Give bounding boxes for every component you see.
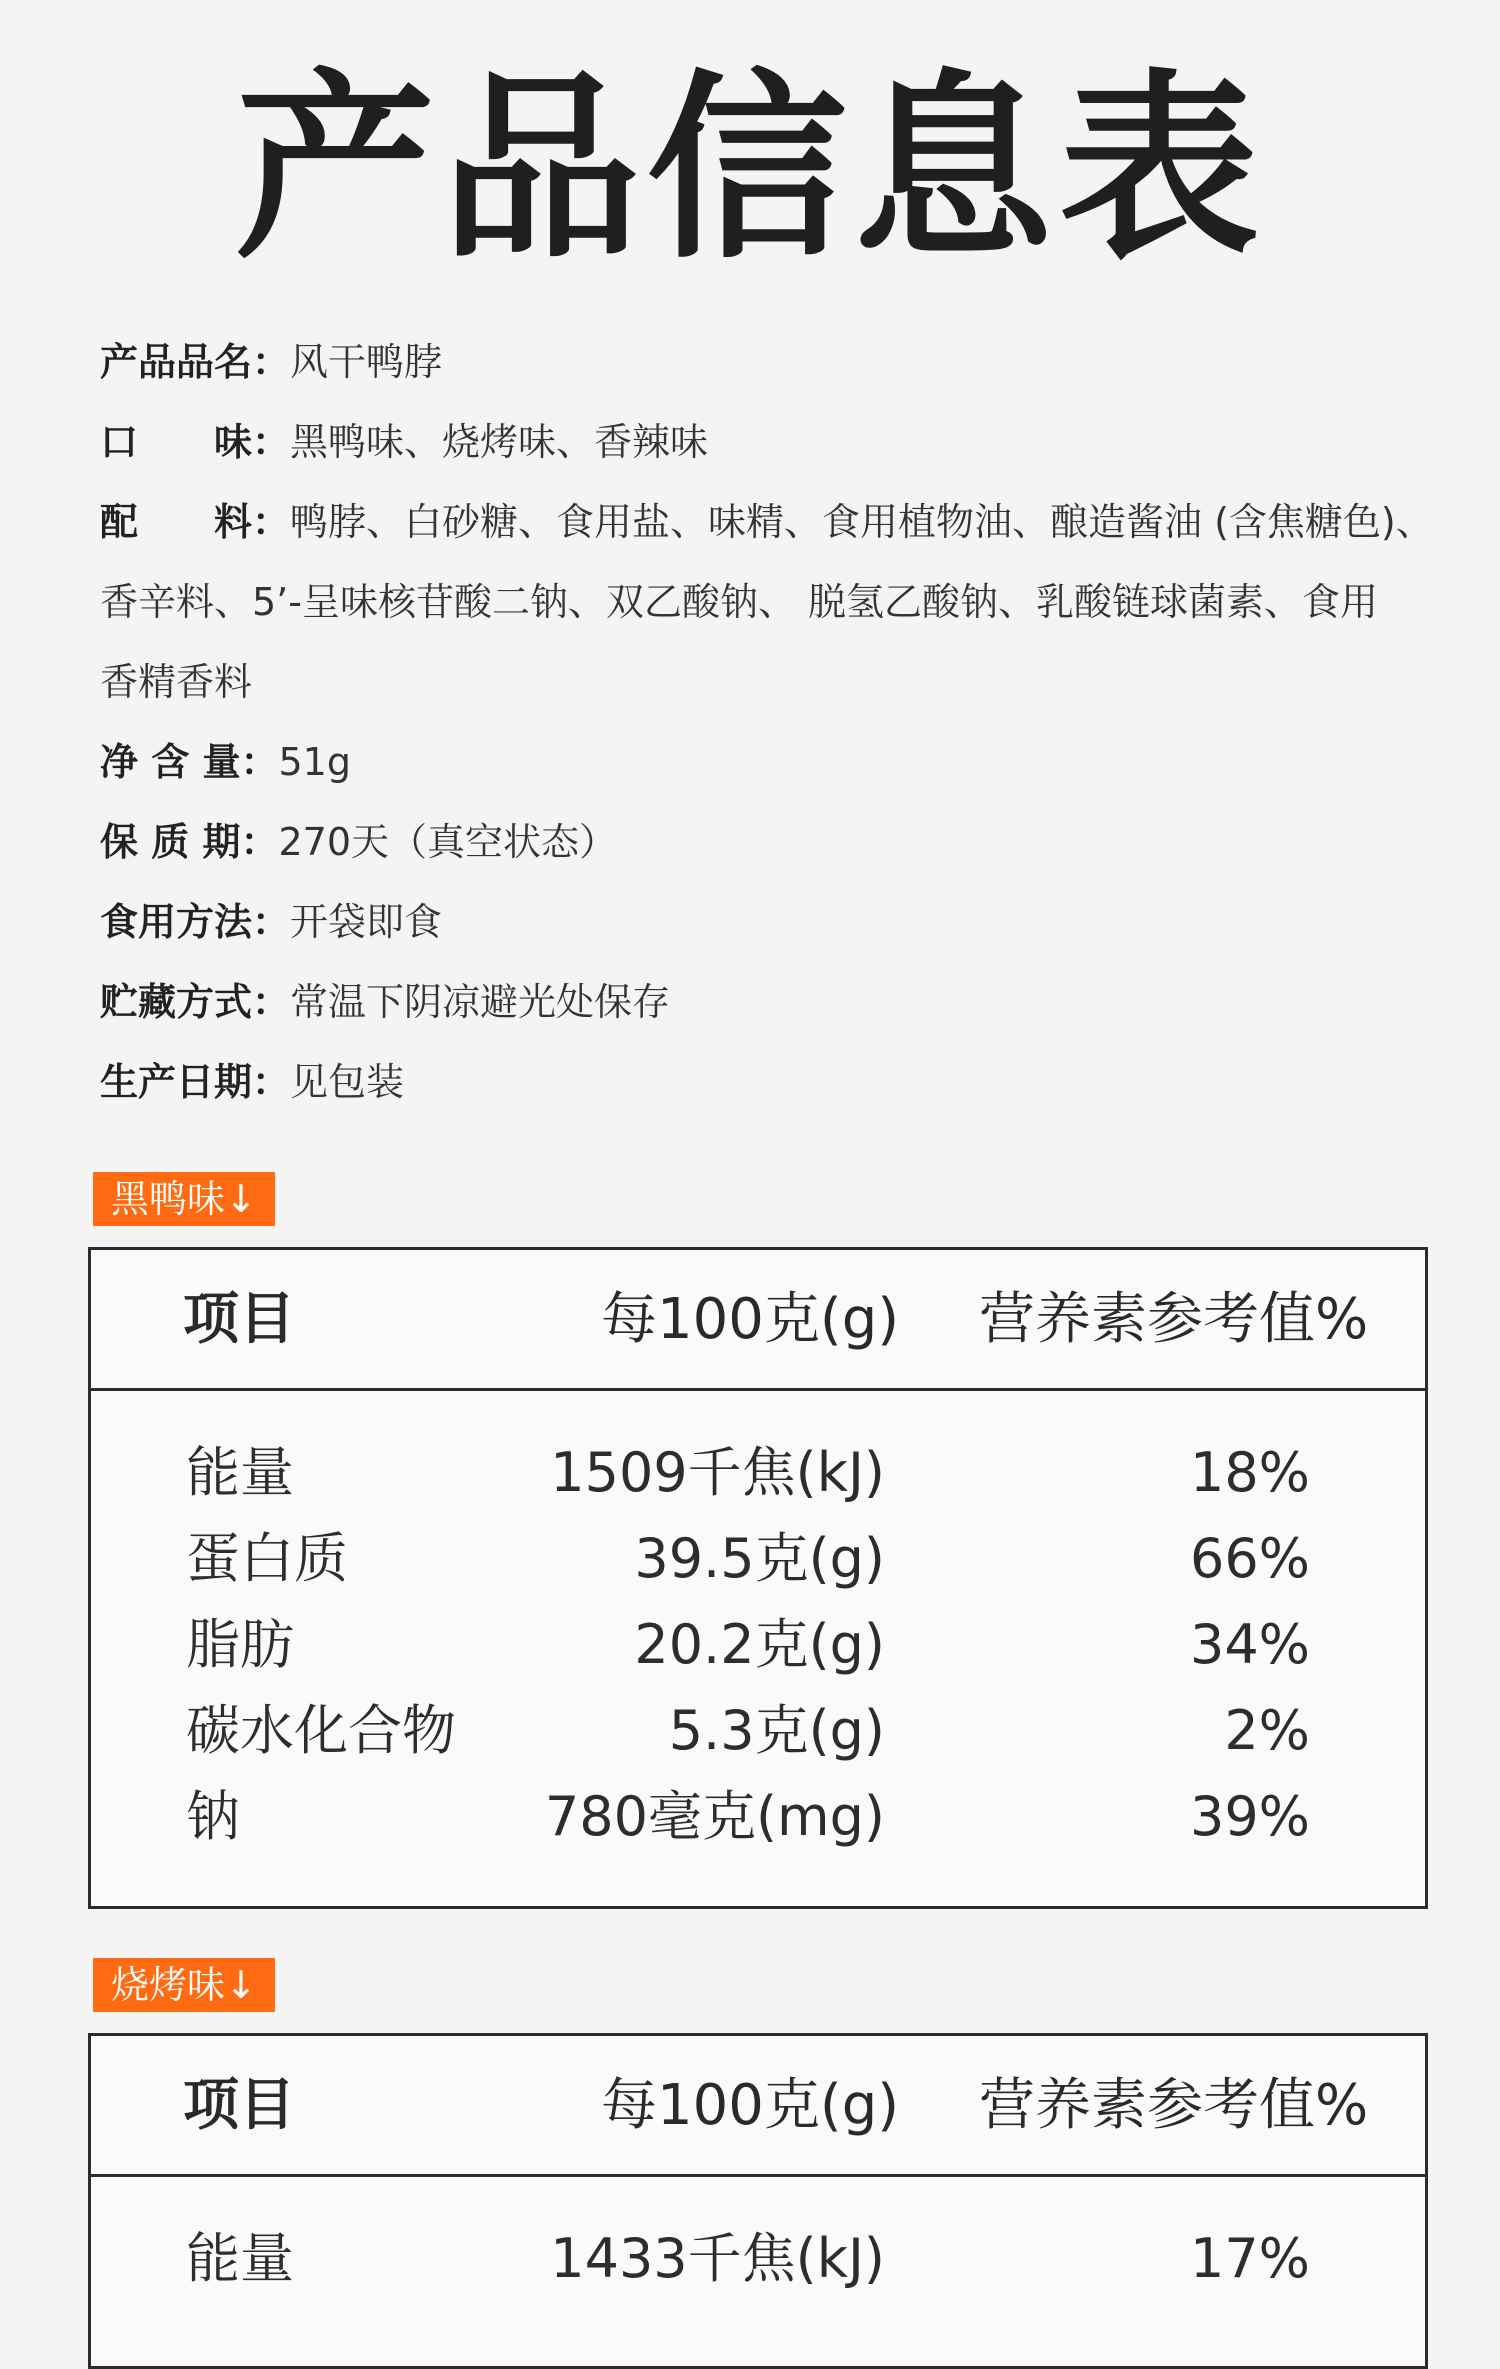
info-value: 见包装 <box>290 1060 405 1104</box>
info-value: 常温下阴凉避光处保存 <box>290 980 671 1024</box>
info-row-production-date <box>100 1042 1460 1122</box>
info-label: 生产日期： <box>100 1060 291 1104</box>
info-row-usage <box>100 882 1460 962</box>
nutrient-nrv: 18% <box>1189 1441 1310 1504</box>
nutrient-name: 蛋白质 <box>186 1527 348 1590</box>
nutrient-per100g: 780毫克(mg) <box>544 1785 885 1848</box>
nutrition-table <box>88 1247 1428 1909</box>
info-row-flavor <box>100 402 1460 482</box>
nutrient-name: 能量 <box>186 1441 294 1504</box>
nutrient-per100g: 1433千焦(kJ) <box>550 2227 885 2290</box>
info-value: 香辛料、5’-呈味核苷酸二钠、双乙酸钠、 脱氢乙酸钠、乳酸链球菌素、食用 <box>100 580 1379 624</box>
product-info <box>100 322 1460 1122</box>
nutrition-table <box>88 2033 1428 2369</box>
info-row-ingredients-cont <box>100 562 1460 642</box>
header-nrv: 营养素参考值% <box>979 1287 1369 1352</box>
info-value: 香精香料 <box>100 660 253 704</box>
nutrient-per100g: 39.5克(g) <box>634 1527 885 1590</box>
table-row <box>91 1529 1425 1615</box>
header-item: 项目 <box>183 2073 295 2138</box>
table-row <box>91 1443 1425 1529</box>
nutrient-nrv: 39% <box>1189 1785 1310 1848</box>
nutrient-per100g: 1509千焦(kJ) <box>550 1441 885 1504</box>
info-row-name <box>100 322 1460 402</box>
table-header <box>91 2036 1425 2177</box>
info-value: 鸭脖、白砂糖、食用盐、味精、食用植物油、酿造酱油 (含焦糖色)、 <box>290 500 1434 544</box>
info-label: 配 料： <box>100 500 291 544</box>
table-row <box>91 1615 1425 1701</box>
header-per100g: 每100克(g) <box>601 1287 900 1352</box>
page-title: 产品信息表 <box>234 53 1265 286</box>
nutrient-name: 能量 <box>186 2227 294 2290</box>
table-row <box>91 2229 1425 2315</box>
header-item: 项目 <box>183 1287 295 1352</box>
nutrient-nrv: 66% <box>1189 1527 1310 1590</box>
info-label: 产品品名： <box>100 340 291 384</box>
info-value: 黑鸭味、烧烤味、香辣味 <box>290 420 709 464</box>
info-value: 开袋即食 <box>290 900 443 944</box>
table-header <box>91 1250 1425 1391</box>
nutrient-nrv: 17% <box>1189 2227 1310 2290</box>
info-value: 风干鸭脖 <box>290 340 443 384</box>
info-label: 贮藏方式： <box>100 980 291 1024</box>
flavor-tag: 黑鸭味↓ <box>93 1172 275 1226</box>
info-row-storage <box>100 962 1460 1042</box>
nutrient-per100g: 5.3克(g) <box>668 1699 885 1762</box>
info-label: 保 质 期： <box>100 820 279 864</box>
table-row <box>91 1787 1425 1873</box>
info-label: 食用方法： <box>100 900 291 944</box>
nutrient-name: 碳水化合物 <box>186 1699 456 1762</box>
info-row-ingredients-cont <box>100 642 1460 722</box>
header-per100g: 每100克(g) <box>601 2073 900 2138</box>
info-row-ingredients <box>100 482 1460 562</box>
info-label: 口 味： <box>100 420 291 464</box>
header-nrv: 营养素参考值% <box>979 2073 1369 2138</box>
info-value: 270天（真空状态） <box>278 820 617 864</box>
nutrient-nrv: 2% <box>1224 1699 1310 1762</box>
info-row-shelf-life <box>100 802 1460 882</box>
nutrient-nrv: 34% <box>1189 1613 1310 1676</box>
flavor-tag: 烧烤味↓ <box>93 1958 275 2012</box>
nutrient-name: 钠 <box>186 1785 240 1848</box>
table-row <box>91 1701 1425 1787</box>
info-row-net-weight <box>100 722 1460 802</box>
info-value: 51g <box>278 740 351 784</box>
nutrient-per100g: 20.2克(g) <box>634 1613 885 1676</box>
nutrient-name: 脂肪 <box>186 1613 294 1676</box>
info-label: 净 含 量： <box>100 740 279 784</box>
